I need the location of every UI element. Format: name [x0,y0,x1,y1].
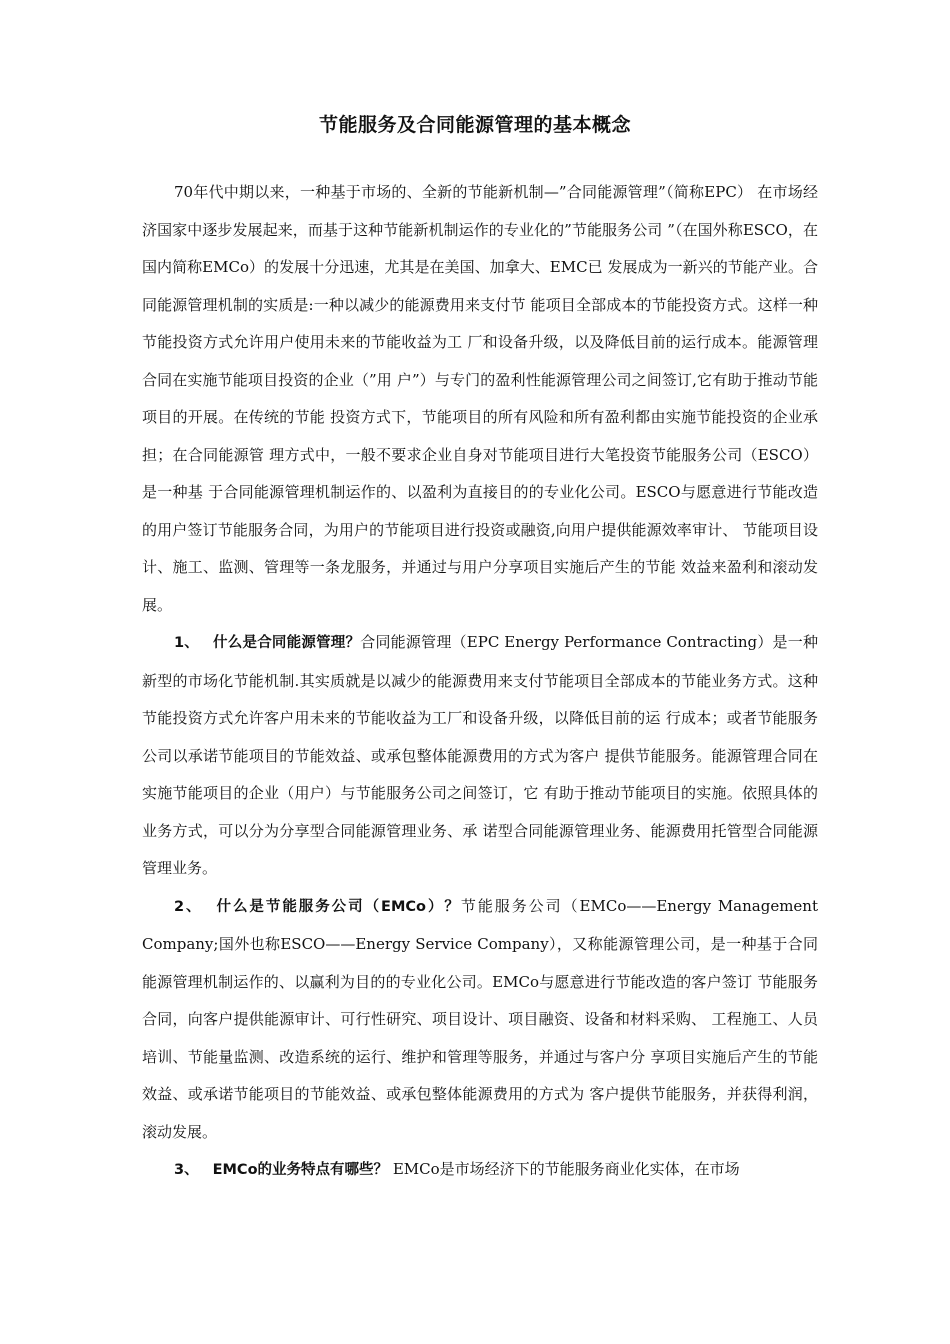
question-3-heading: EMCo的业务特点有哪些？ [212,1162,389,1178]
question-1-number: 1、 [174,635,200,651]
question-1-heading: 什么是合同能源管理？ [213,635,361,651]
question-2-answer: 节能服务公司（EMCo——Energy Management Company;国外也称ESCO——Energy Service Company），又称能源管理公司，是一种基于合同 能源管理机制运作的、以赢利为目的的专业化公司。EMCo与愿意进行节能改造的客户签订 节能服务合同，向客户提供能源审计、可行性研究、项目设计、项目融资、设备和材料采购、 工程施工、人员培训、节能量监测、改造系统的运行、维护和管理等服务，并通过与客户分 享项目实施后产生的节能效益、或承诺节能项目的节能效益、或承包整体能源费用的方式为 客户提供节能服务，并获得利润，滚动发展。 [142,896,818,1141]
question-3-answer: EMCo是市场经济下的节能服务商业化实体，在市场 [392,1160,740,1178]
question-1-answer: 合同能源管理（EPC Energy Performance Contracting）是一种新型的市场化节能机制.其实质就是以减少的能源费用来支付节能项目全部成本的节能业务方式。这种节能投资方式允许客户用未来的节能收益为工厂和设备升级，以降低目前的运 行成本；或者节能服务公司以承诺节能项目的节能效益、或承包整体能源费用的方式为客户 提供节能服务。能源管理合同在实施节能项目的企业（用户）与节能服务公司之间签订，它 有助于推动节能项目的实施。依照具体的业务方式，可以分为分享型合同能源管理业务、承 诺型合同能源管理业务、能源费用托管型合同能源管理业务。 [142,633,818,877]
question-3-paragraph [142,1151,818,1190]
question-2-number: 2、 [174,898,203,915]
document-body [142,174,818,1190]
document-title: 节能服务及合同能源管理的基本概念 [318,114,631,136]
question-1-paragraph [142,624,818,888]
intro-paragraph: 70年代中期以来，一种基于市场的、全新的节能新机制—”合同能源管理”（简称EPC） 在市场经济国家中逐步发展起来，而基于这种节能新机制运作的专业化的”节能服务公司 ”（在国外称ESCO，在国内简称EMCo）的发展十分迅速，尤其是在美国、加拿大、EMC已 发展成为一新兴的节能产业。合同能源管理机制的实质是:一种以减少的能源费用来支付节 能项目全部成本的节能投资方式。这样一种节能投资方式允许用户使用未来的节能收益为工 厂和设备升级，以及降低目前的运行成本。能源管理合同在实施节能项目投资的企业（”用 户”）与专门的盈利性能源管理公司之间签订,它有助于推动节能项目的开展。在传统的节能 投资方式下，节能项目的所有风险和所有盈利都由实施节能投资的企业承担；在合同能源管 理方式中，一般不要求企业自身对节能项目进行大笔投资节能服务公司（ESCO）是一种基 于合同能源管理机制运作的、以盈利为直接目的的专业化公司。ESCO与愿意进行节能改造 的用户签订节能服务合同，为用户的节能项目进行投资或融资,向用户提供能源效率审计、 节能项目设计、施工、监测、管理等一条龙服务，并通过与用户分享项目实施后产生的节能 效益来盈利和滚动发展。 [142,183,818,614]
question-3-number: 3、 [174,1162,199,1178]
question-2-heading: 什么是节能服务公司（EMCo）？ [216,898,461,915]
question-2-paragraph [142,888,818,1152]
